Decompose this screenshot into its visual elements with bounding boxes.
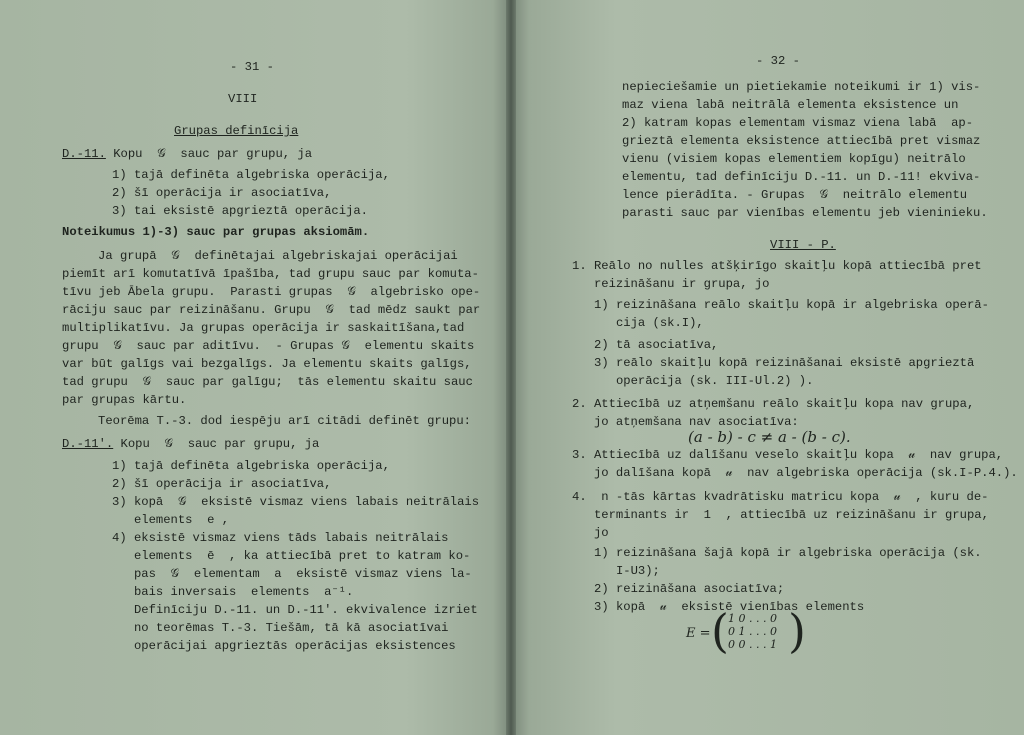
definition-item: operācijai apgrieztās operācijas eksistences bbox=[112, 639, 456, 653]
paragraph-line: parasti sauc par vienības elementu jeb vieninieku. bbox=[622, 206, 988, 220]
exercise-line: 2. Attiecībā uz atņemšanu reālo skaitļu kopa nav grupa, bbox=[572, 397, 975, 411]
book-gutter bbox=[506, 0, 516, 735]
paragraph-line: elementu, tad definīciju D.-11. un D.-11! ekviva- bbox=[622, 170, 981, 184]
exercise-item: 1) reizināšana reālo skaitļu kopā ir algebriska operā- bbox=[594, 298, 989, 312]
paragraph-line: tīvu jeb Ābela grupu. Parasti grupas 𝒢 algebrisko ope- bbox=[62, 285, 481, 299]
exercise-line: jo bbox=[572, 526, 609, 540]
exercise-line: 3. Attiecībā uz dalīšanu veselo skaitļu kopa 𝓊 nav grupa, bbox=[572, 448, 1004, 462]
paragraph-line: maz viena labā neitrālā elementa eksistence un bbox=[622, 98, 959, 112]
paragraph-line: piemīt arī komutatīvā īpašība, tad grupu sauc par komuta- bbox=[62, 267, 479, 281]
exercise-section-title: VIII - P. bbox=[770, 238, 836, 252]
exercise-item: 1) reizināšana šajā kopā ir algebriska operācija (sk. bbox=[594, 546, 982, 560]
paragraph-line: par grupas kārtu. bbox=[62, 393, 187, 407]
formula-associativity: (a - b) - c ≠ a - (b - c). bbox=[688, 428, 851, 446]
exercise-line: terminants ir 1 , attiecībā uz reizināšanu ir grupa, bbox=[572, 508, 989, 522]
matrix-row: 0 0 . . . 1 bbox=[728, 638, 777, 651]
exercise-line: 4. n -tās kārtas kvadrātisku matricu kopa 𝓊 , kuru de- bbox=[572, 490, 989, 504]
paragraph-line: rāciju sauc par reizināšanu. Grupu 𝒢 tad mēdz saukt par bbox=[62, 303, 481, 317]
exercise-item: 2) reizināšana asociatīva; bbox=[594, 582, 785, 596]
exercise-item: I-U3); bbox=[594, 564, 660, 578]
definition-item: bais inversais elements a⁻¹. bbox=[112, 585, 354, 599]
identity-matrix-label: E = bbox=[686, 626, 711, 641]
exercise-line: 1. Reālo no nulles atšķirīgo skaitļu kopā attiecībā pret bbox=[572, 259, 982, 273]
definition-item: 3) kopā 𝒢 eksistē vismaz viens labais neitrālais bbox=[112, 495, 480, 509]
axioms-remark: Noteikumus 1)-3) sauc par grupas aksiomām. bbox=[62, 225, 370, 239]
definition-item: 3) tai eksistē apgrieztā operācija. bbox=[112, 204, 368, 218]
definition-text: Kopu 𝒢 sauc par grupu, ja bbox=[113, 147, 313, 161]
definition-item: 4) eksistē vismaz viens tāds labais neitrālais bbox=[112, 531, 449, 545]
theorem-reference: Teorēma T.-3. dod iespēju arī citādi definēt grupu: bbox=[98, 414, 471, 428]
paragraph-line: tad grupu 𝒢 sauc par galīgu; tās elementu skaitu sauc bbox=[62, 375, 473, 389]
matrix-row: 0 1 . . . 0 bbox=[728, 625, 777, 638]
paragraph-line: vienu (visiem kopas elementiem kopīgu) neitrālo bbox=[622, 152, 966, 166]
definition-label: D.-11'. bbox=[62, 437, 114, 451]
definition-item: pas 𝒢 elementam a eksistē vismaz viens la- bbox=[112, 567, 472, 581]
paragraph-line: var būt galīgs vai bezgalīgs. Ja elementu skaits galīgs, bbox=[62, 357, 472, 371]
definition-text: Kopu 𝒢 sauc par grupu, ja bbox=[120, 437, 320, 451]
matrix-right-bracket: ) bbox=[788, 604, 806, 658]
paragraph-line: multiplikatīvu. Ja grupas operācija ir saskaitīšana,tad bbox=[62, 321, 465, 335]
exercise-line: reizināšanu ir grupa, jo bbox=[572, 277, 770, 291]
definition-item: no teorēmas T.-3. Tiešām, tā kā asociatīvai bbox=[112, 621, 449, 635]
paragraph-line: grieztā elementa eksistence attiecībā pret vismaz bbox=[622, 134, 981, 148]
paragraph-line: grupu 𝒢 sauc par aditīvu. - Grupas 𝒢 elementu skaits bbox=[62, 339, 475, 353]
paragraph-line: Ja grupā 𝒢 definētajai algebriskajai operācijai bbox=[98, 249, 458, 263]
definition-item: elements e , bbox=[112, 513, 230, 527]
section-title: Grupas definīcija bbox=[174, 124, 299, 138]
definition-item: 2) šī operācija ir asociatīva, bbox=[112, 477, 332, 491]
matrix-left-bracket: ( bbox=[711, 604, 729, 658]
page-number-31: - 31 - bbox=[230, 60, 274, 74]
paragraph-line: lence pierādīta. - Grupas 𝒢 neitrālo elementu bbox=[622, 188, 968, 202]
matrix-row: 1 0 . . . 0 bbox=[728, 612, 777, 625]
exercise-item: 2) tā asociatīva, bbox=[594, 338, 719, 352]
exercise-item: operācija (sk. III-Ul.2) ). bbox=[594, 374, 814, 388]
exercise-line: jo atņemšana nav asociatīva: bbox=[572, 415, 799, 429]
exercise-item: cija (sk.I), bbox=[594, 316, 704, 330]
page-number-32: - 32 - bbox=[756, 54, 800, 68]
chapter-number: VIII bbox=[228, 92, 258, 106]
definition-item: elements ē , ka attiecībā pret to katram ko- bbox=[112, 549, 471, 563]
definition-item: 1) tajā definēta algebriska operācija, bbox=[112, 168, 390, 182]
definition-item: Definīciju D.-11. un D.-11'. ekvivalence izriet bbox=[112, 603, 478, 617]
definition-item: 1) tajā definēta algebriska operācija, bbox=[112, 459, 390, 473]
definition-item: 2) šī operācija ir asociatīva, bbox=[112, 186, 332, 200]
exercise-item: 3) kopā 𝓊 eksistē vienības elements bbox=[594, 600, 865, 614]
definition-label: D.-11. bbox=[62, 147, 106, 161]
paragraph-line: nepieciešamie un pietiekamie noteikumi ir 1) vis- bbox=[622, 80, 981, 94]
exercise-item: 3) reālo skaitļu kopā reizināšanai eksistē apgrieztā bbox=[594, 356, 975, 370]
exercise-line: jo dalīšana kopā 𝓊 nav algebriska operācija (sk.I-P.4.). bbox=[572, 466, 1018, 480]
paragraph-line: 2) katram kopas elementam vismaz viena labā ap- bbox=[622, 116, 974, 130]
